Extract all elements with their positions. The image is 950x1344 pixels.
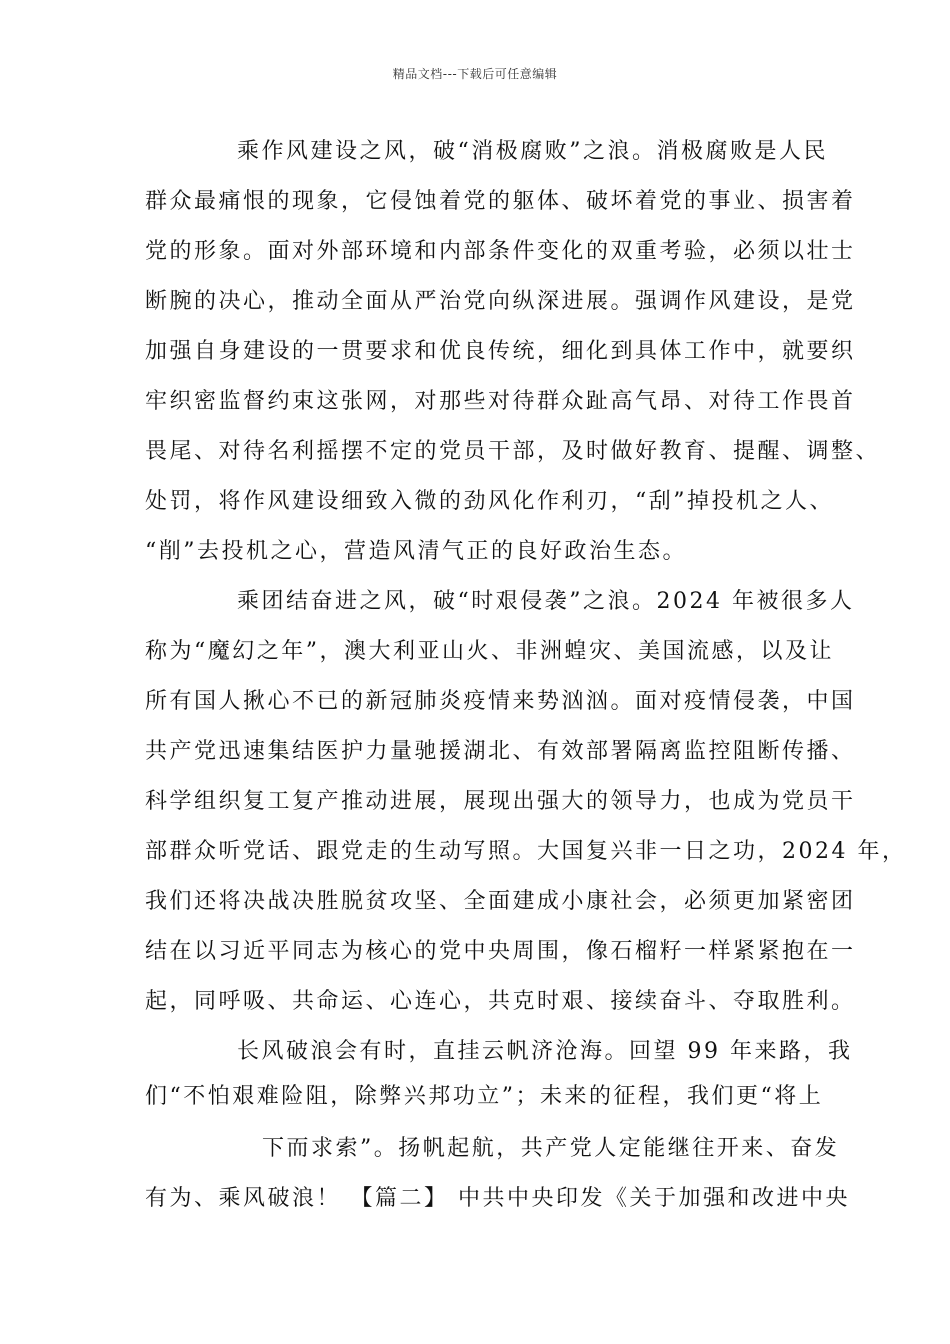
paragraph-line: 断腕的决心，推动全面从严治党向纵深进展。强调作风建设，是党: [145, 289, 856, 314]
paragraph-line: 们“不怕艰难险阻，除弊兴邦功立”；未来的征程，我们更“将上: [145, 1084, 824, 1109]
paragraph-line: 共产党迅速集结医护力量驰援湖北、有效部署隔离监控阻断传播、: [145, 739, 856, 764]
paragraph-line: 畏尾、对待名利摇摆不定的党员干部，及时做好教育、提醒、调整、: [145, 439, 881, 464]
paragraph-line: 称为“魔幻之年”，澳大利亚山火、非洲蝗灾、美国流感，以及让: [145, 639, 834, 664]
paragraph-line: 下而求索”。扬帆起航，共产党人定能继往开来、奋发: [262, 1136, 840, 1161]
paragraph-line: 处罚，将作风建设细致入微的劲风化作利刃，“刮”掉投机之人、: [145, 489, 834, 514]
paragraph-line: 加强自身建设的一贯要求和优良传统，细化到具体工作中，就要织: [145, 339, 856, 364]
paragraph-line: 我们还将决战决胜脱贫攻坚、全面建成小康社会，必须更加紧密团: [145, 889, 856, 914]
paragraph-line: 党的形象。面对外部环境和内部条件变化的双重考验，必须以壮士: [145, 239, 856, 264]
paragraph-line: 牢织密监督约束这张网，对那些对待群众趾高气昂、对待工作畏首: [145, 389, 856, 414]
paragraph-line: 部群众听党话、跟党走的生动写照。大国复兴非一日之功，2024 年，: [145, 839, 907, 864]
paragraph-line: 乘作风建设之风，破“消极腐败”之浪。消极腐败是人民: [237, 139, 828, 164]
paragraph-line: 长风破浪会有时，直挂云帆济沧海。回望 99 年来路，我: [237, 1039, 853, 1064]
paragraph-line: 群众最痛恨的现象，它侵蚀着党的躯体、破坏着党的事业、损害着: [145, 189, 856, 214]
paragraph-line: 结在以习近平同志为核心的党中央周围，像石榴籽一样紧紧抱在一: [145, 939, 856, 964]
paragraph-line: 乘团结奋进之风，破“时艰侵袭”之浪。2024 年被很多人: [237, 589, 855, 614]
page-header: 精品文档---下载后可任意编辑: [392, 67, 558, 81]
paragraph-line: 起，同呼吸、共命运、心连心，共克时艰、接续奋斗、夺取胜利。: [145, 989, 856, 1014]
paragraph-line: “削”去投机之心，营造风清气正的良好政治生态。: [145, 539, 687, 564]
paragraph-line: 有为、乘风破浪！ 【篇二】 中共中央印发《关于加强和改进中央: [145, 1186, 850, 1211]
paragraph-line: 所有国人揪心不已的新冠肺炎疫情来势汹汹。面对疫情侵袭，中国: [145, 689, 856, 714]
paragraph-line: 科学组织复工复产推动进展，展现出强大的领导力，也成为党员干: [145, 789, 856, 814]
